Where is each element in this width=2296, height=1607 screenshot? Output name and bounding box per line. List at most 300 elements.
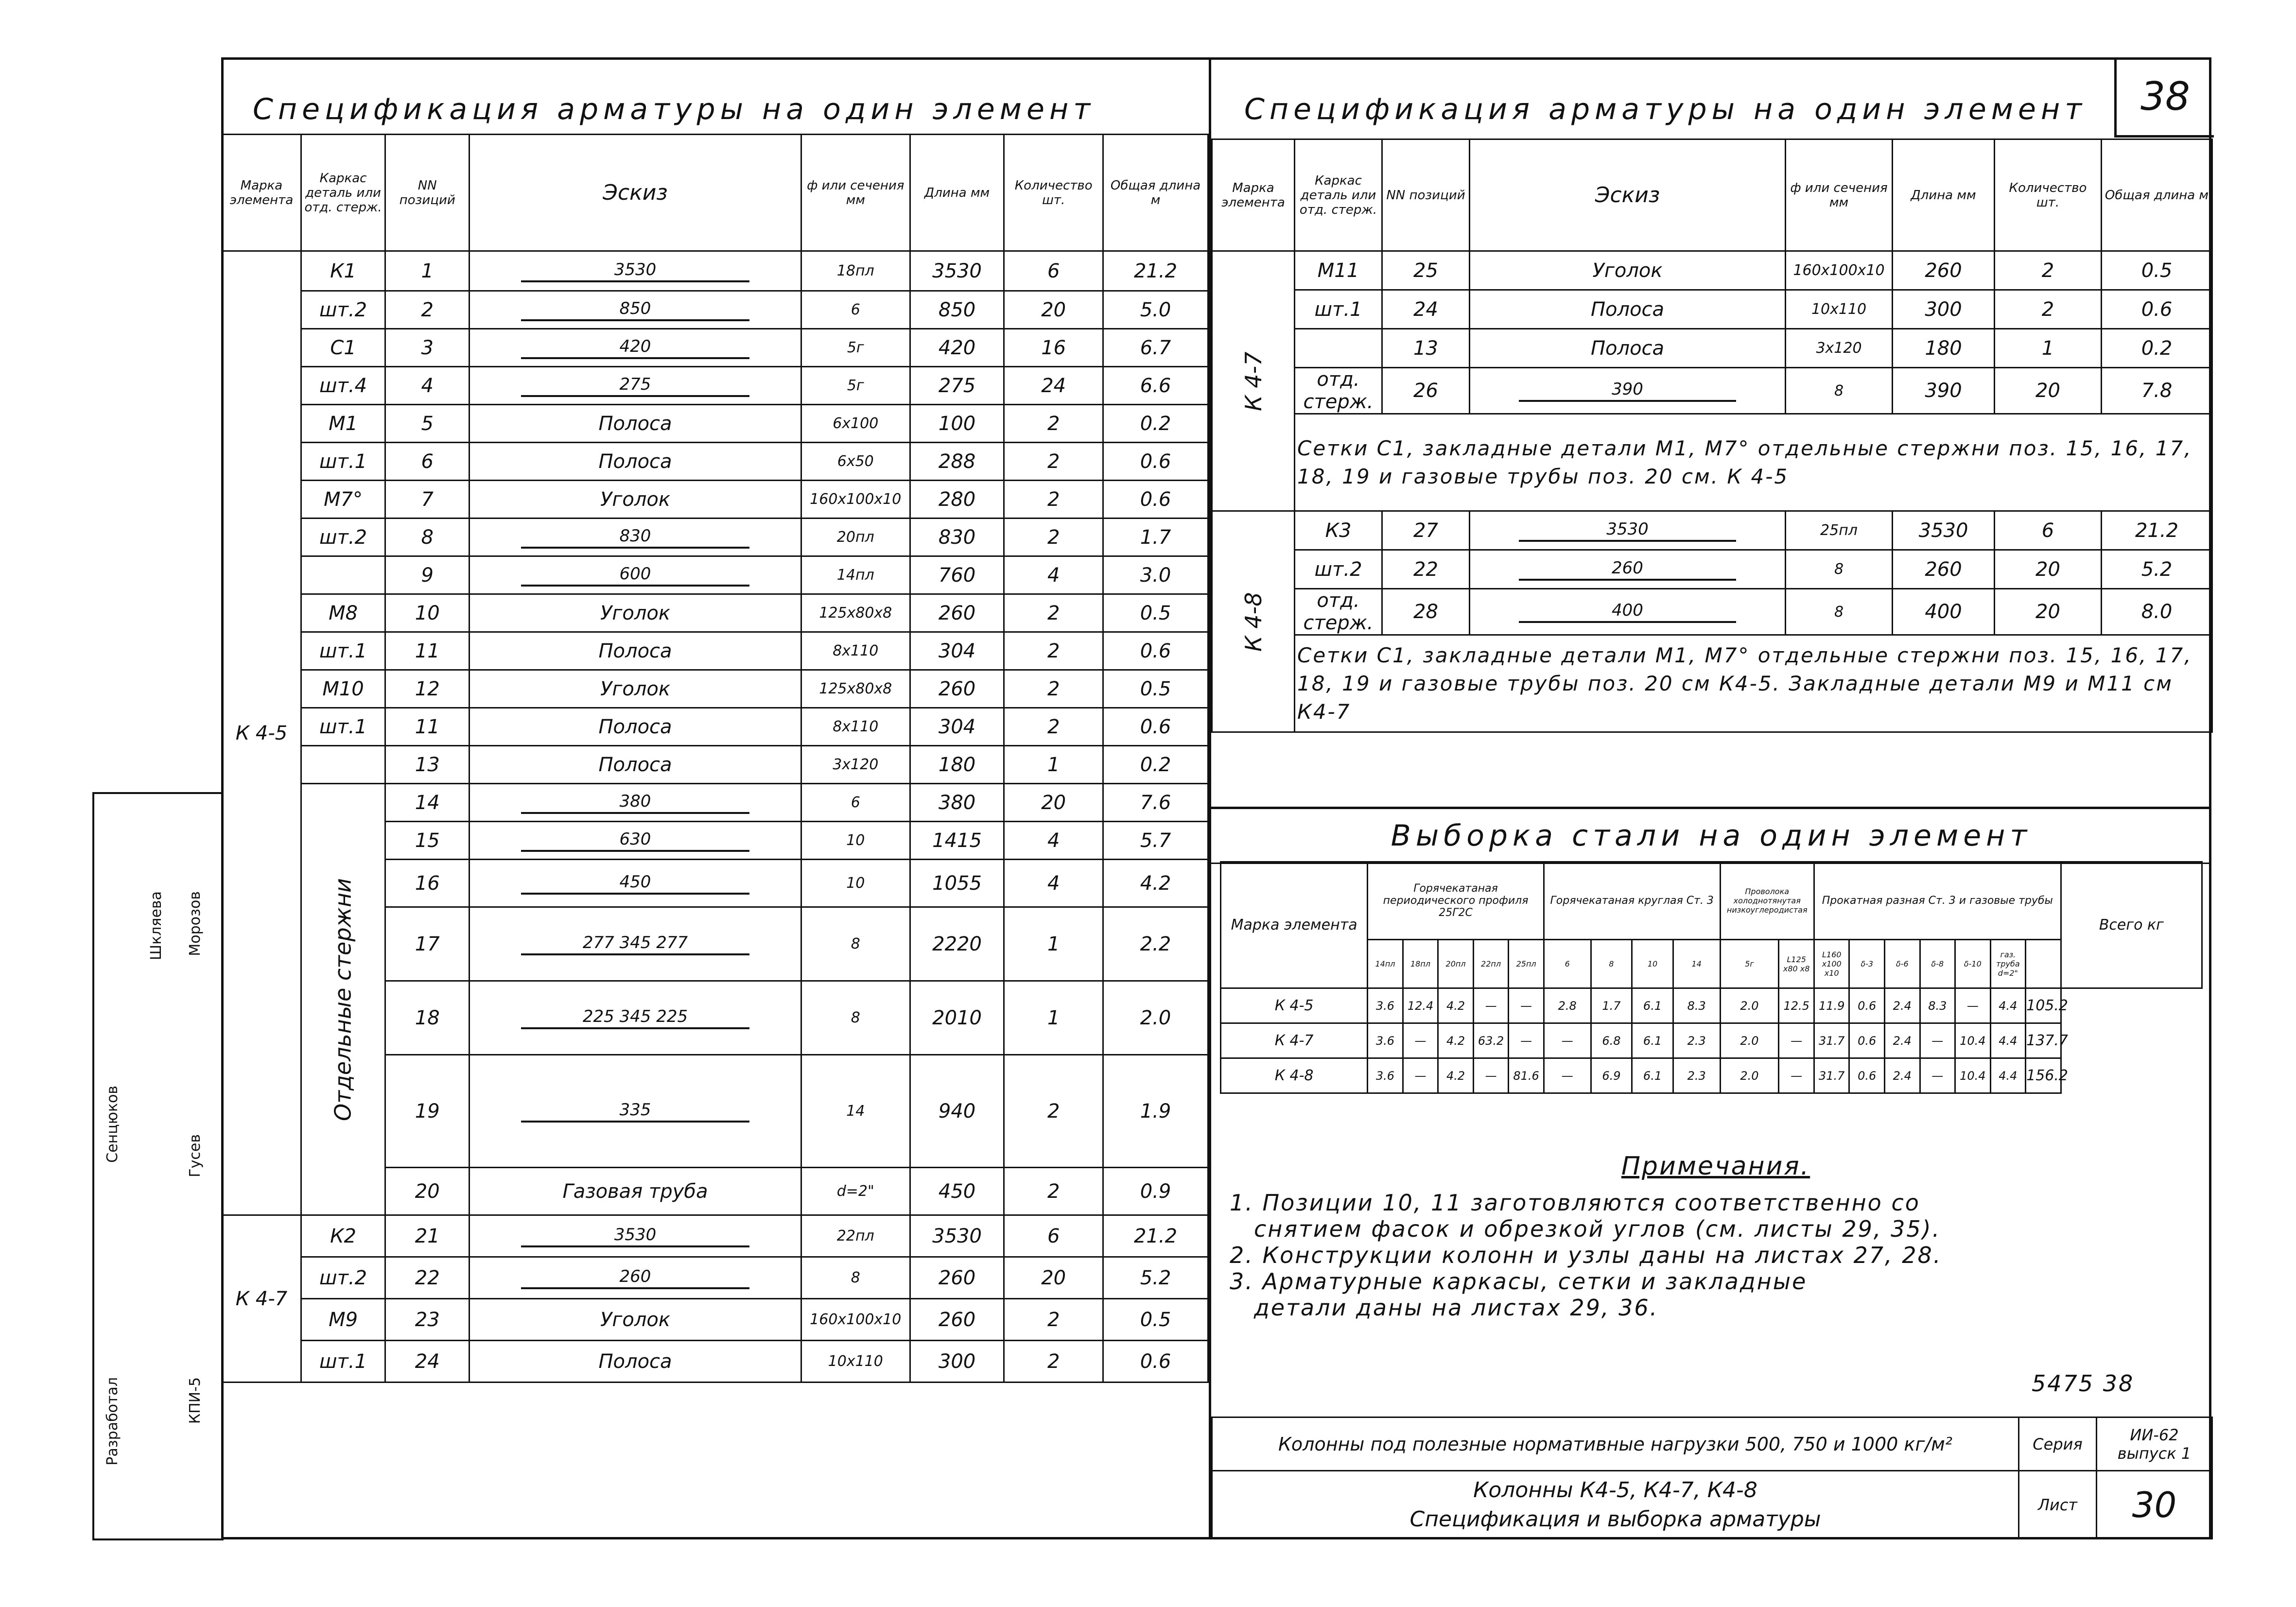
sketch-dimension: 630 <box>619 829 651 849</box>
lh-cage: Каркас деталь или отд. стерж. <box>301 135 385 251</box>
position-number: 8 <box>385 518 470 556</box>
steel-value: 0.6 <box>1849 1058 1885 1093</box>
table-row <box>222 329 1208 367</box>
quantity: 20 <box>1995 589 2102 635</box>
sketch-dimension: 225 345 225 <box>582 1006 688 1026</box>
total-length: 7.6 <box>1103 784 1208 822</box>
sketch <box>470 518 801 556</box>
sketch: Уголок <box>470 670 801 708</box>
diameter: 20пл <box>801 518 910 556</box>
sh-mark: Марка элемента <box>1221 862 1368 988</box>
steel-value: 2.8 <box>1544 988 1591 1023</box>
position-number: 16 <box>385 860 470 907</box>
position-number: 2 <box>385 291 470 329</box>
notes-title: Примечания. <box>1621 1152 1810 1181</box>
diameter: 6х50 <box>801 443 910 481</box>
sketch: Уголок <box>470 1299 801 1341</box>
rh-mark: Марка элемента <box>1212 139 1295 251</box>
sketch: Газовая труба <box>470 1168 801 1215</box>
position-number: 12 <box>385 670 470 708</box>
sketch <box>470 556 801 594</box>
steel-subheader: L125 x80 x8 <box>1779 940 1814 988</box>
quantity: 20 <box>1004 1257 1103 1299</box>
side-stamp-text-5: Разработал <box>104 1377 121 1466</box>
note-row <box>1212 414 2212 511</box>
steel-value: 6.1 <box>1632 1058 1673 1093</box>
steel-value: 2.3 <box>1673 1023 1720 1058</box>
length: 450 <box>910 1168 1004 1215</box>
steel-value: 81.6 <box>1509 1058 1544 1093</box>
side-stamp-text-2: Шкляева <box>148 891 165 960</box>
steel-mark: К 4-8 <box>1221 1058 1368 1093</box>
total-length: 7.8 <box>2102 368 2212 414</box>
position-number: 27 <box>1382 511 1470 550</box>
total-length: 0.5 <box>1103 1299 1208 1341</box>
sketch <box>470 1055 801 1168</box>
cage-mark: М1 <box>301 405 385 443</box>
total-length: 4.2 <box>1103 860 1208 907</box>
bar-line <box>521 585 749 587</box>
group-k47: К 4-7 <box>222 1215 301 1382</box>
total-length: 1.7 <box>1103 518 1208 556</box>
steel-subheader: 14 <box>1673 940 1720 988</box>
position-number: 24 <box>385 1341 470 1382</box>
quantity: 1 <box>1004 907 1103 981</box>
steel-value: 31.7 <box>1814 1023 1849 1058</box>
total-length: 0.5 <box>1103 670 1208 708</box>
sketch <box>470 907 801 981</box>
sh-rolled: Прокатная разная Ст. 3 и газовые трубы <box>1814 862 2061 940</box>
left-spec-table <box>221 134 1209 1383</box>
steel-subheader: 22пл <box>1473 940 1509 988</box>
sh-hot-periodic: Горячекатаная периодического профиля 25Г2С <box>1368 862 1544 940</box>
cage-mark <box>1295 329 1382 368</box>
cage-mark <box>301 556 385 594</box>
sketch-dimension: 275 <box>619 374 651 394</box>
sketch-dimension: 335 <box>619 1100 651 1120</box>
steel-value: 3.6 <box>1368 1023 1403 1058</box>
note-k48: Сетки С1, закладные детали М1, М7° отдельные стержни поз. 15, 16, 17, 18, 19 и газовые трубы поз. 20 см К4-5. Закладные детали М9 и М11 см К4-7 <box>1295 635 2212 732</box>
steel-value: — <box>1779 1023 1814 1058</box>
steel-value: — <box>1509 1023 1544 1058</box>
diameter: 10х110 <box>1786 290 1893 329</box>
position-number: 22 <box>385 1257 470 1299</box>
steel-value: 0.6 <box>1849 1023 1885 1058</box>
sketch <box>470 784 801 822</box>
side-stamp-text-1: Сенцюков <box>104 1086 121 1163</box>
length: 1415 <box>910 822 1004 860</box>
total-length: 0.6 <box>1103 632 1208 670</box>
steel-subheader: газ. труба d=2" <box>1990 940 2026 988</box>
length: 830 <box>910 518 1004 556</box>
table-row <box>222 481 1208 518</box>
stamp-sheet-value: 30 <box>2097 1471 2212 1539</box>
position-number: 3 <box>385 329 470 367</box>
sketch <box>470 822 801 860</box>
diameter: 14 <box>801 1055 910 1168</box>
steel-value: — <box>1779 1058 1814 1093</box>
bar-line <box>1519 579 1736 581</box>
length: 3530 <box>910 251 1004 291</box>
sketch <box>470 1257 801 1299</box>
total-length: 5.0 <box>1103 291 1208 329</box>
stamp-lines-2-3 <box>1212 1471 2019 1539</box>
side-stamp-text-3: Морозов <box>187 891 204 956</box>
handwritten-number: 5475 38 <box>2032 1370 2135 1397</box>
sketch <box>1470 550 1786 589</box>
diameter: 8 <box>1786 550 1893 589</box>
cage-mark: М8 <box>301 594 385 632</box>
bar-line <box>521 280 749 282</box>
diameter: 8 <box>801 1257 910 1299</box>
table-row <box>222 632 1208 670</box>
steel-value: 3.6 <box>1368 1058 1403 1093</box>
cage-mark: шт.2 <box>301 1257 385 1299</box>
bar-line <box>521 319 749 321</box>
length: 300 <box>910 1341 1004 1382</box>
quantity: 24 <box>1004 367 1103 405</box>
position-number: 15 <box>385 822 470 860</box>
bar-line <box>1519 621 1736 623</box>
diameter: 3х120 <box>801 746 910 784</box>
sketch-dimension: 260 <box>1612 558 1643 578</box>
sh-total: Всего кг <box>2061 862 2202 988</box>
rh-qty: Количество шт. <box>1995 139 2102 251</box>
steel-value: — <box>1473 1058 1509 1093</box>
sh-hot-round: Горячекатаная круглая Ст. 3 <box>1544 862 1720 940</box>
steel-row <box>1221 1023 2202 1058</box>
steel-subheader: 5г <box>1720 940 1779 988</box>
steel-value: 6.9 <box>1591 1058 1632 1093</box>
bar-line <box>521 953 749 955</box>
position-number: 9 <box>385 556 470 594</box>
lh-total: Общая длина м <box>1103 135 1208 251</box>
total-length: 1.9 <box>1103 1055 1208 1168</box>
total-length: 5.7 <box>1103 822 1208 860</box>
cage-mark: шт.1 <box>1295 290 1382 329</box>
table-row <box>222 594 1208 632</box>
bar-line <box>521 1121 749 1123</box>
steel-row <box>1221 1058 2202 1093</box>
sketch: Уголок <box>470 594 801 632</box>
sketch-dimension: 390 <box>1612 380 1643 399</box>
position-number: 21 <box>385 1215 470 1257</box>
length: 288 <box>910 443 1004 481</box>
cage-mark: шт.1 <box>301 708 385 746</box>
table-row <box>222 556 1208 594</box>
length: 260 <box>910 670 1004 708</box>
table-row <box>222 1257 1208 1299</box>
position-number: 10 <box>385 594 470 632</box>
sketch-dimension: 400 <box>1612 601 1643 620</box>
rh-total: Общая длина м <box>2102 139 2212 251</box>
diameter: 125х80х8 <box>801 670 910 708</box>
notes <box>1230 1152 2202 1321</box>
cage-mark: К1 <box>301 251 385 291</box>
steel-value: 2.0 <box>1720 988 1779 1023</box>
position-number: 28 <box>1382 589 1470 635</box>
total-length: 21.2 <box>1103 1215 1208 1257</box>
position-number: 19 <box>385 1055 470 1168</box>
position-number: 11 <box>385 708 470 746</box>
position-number: 4 <box>385 367 470 405</box>
table-row <box>222 708 1208 746</box>
steel-value: 4.4 <box>1990 1058 2026 1093</box>
diameter: d=2" <box>801 1168 910 1215</box>
rh-len: Длина мм <box>1893 139 1995 251</box>
quantity: 2 <box>1004 518 1103 556</box>
total-length: 6.7 <box>1103 329 1208 367</box>
steel-subheader: 14пл <box>1368 940 1403 988</box>
quantity: 2 <box>1004 594 1103 632</box>
diameter: 160х100х10 <box>801 1299 910 1341</box>
table-row <box>222 518 1208 556</box>
sketch-dimension: 277 345 277 <box>582 933 688 952</box>
cage-mark: шт.4 <box>301 367 385 405</box>
steel-value: — <box>1920 1058 1955 1093</box>
diameter: 8х110 <box>801 708 910 746</box>
bar-line <box>521 893 749 895</box>
steel-value: — <box>1544 1023 1591 1058</box>
length: 400 <box>1893 589 1995 635</box>
left-spec-title: Спецификация арматуры на один элемент <box>253 92 1096 126</box>
total-length: 5.2 <box>2102 550 2212 589</box>
quantity: 2 <box>1004 1299 1103 1341</box>
cage-mark: шт.2 <box>301 518 385 556</box>
length: 260 <box>910 1299 1004 1341</box>
length: 390 <box>1893 368 1995 414</box>
diameter: 10 <box>801 822 910 860</box>
lh-sketch: Эскиз <box>470 135 801 251</box>
diameter: 8 <box>1786 368 1893 414</box>
steel-title: Выборка стали на один элемент <box>1391 819 2032 853</box>
cage-mark: шт.2 <box>1295 550 1382 589</box>
lh-pos: NN позиций <box>385 135 470 251</box>
steel-subheader: 10 <box>1632 940 1673 988</box>
bar-line <box>521 1245 749 1247</box>
note-line-1: 1. Позиции 10, 11 заготовляются соответственно со <box>1230 1190 1920 1216</box>
table-row <box>1212 589 2212 635</box>
length: 850 <box>910 291 1004 329</box>
quantity: 2 <box>1004 1055 1103 1168</box>
quantity: 4 <box>1004 822 1103 860</box>
bar-line <box>521 850 749 852</box>
length: 260 <box>1893 251 1995 290</box>
sketch: Полоса <box>1470 290 1786 329</box>
length: 260 <box>910 594 1004 632</box>
bar-line <box>1519 540 1736 542</box>
position-number: 20 <box>385 1168 470 1215</box>
quantity: 6 <box>1995 511 2102 550</box>
steel-value: 2.4 <box>1885 1023 1920 1058</box>
quantity: 20 <box>1995 368 2102 414</box>
sketch <box>470 981 801 1055</box>
steel-value: — <box>1955 988 1991 1023</box>
stamp-series-label: Серия <box>2019 1417 2097 1471</box>
table-row <box>222 405 1208 443</box>
total-length: 0.2 <box>1103 746 1208 784</box>
cage-mark: С1 <box>301 329 385 367</box>
total-length: 0.5 <box>2102 251 2212 290</box>
position-number: 14 <box>385 784 470 822</box>
steel-value: 12.5 <box>1779 988 1814 1023</box>
quantity: 2 <box>1004 481 1103 518</box>
total-length: 21.2 <box>1103 251 1208 291</box>
cage-mark: М11 <box>1295 251 1382 290</box>
steel-value: 105.2 <box>2026 988 2061 1023</box>
sketch <box>470 367 801 405</box>
cage-mark: К2 <box>301 1215 385 1257</box>
rh-cage: Каркас деталь или отд. стерж. <box>1295 139 1382 251</box>
quantity: 20 <box>1004 291 1103 329</box>
bar-line <box>521 395 749 397</box>
steel-row <box>1221 988 2202 1023</box>
length: 260 <box>1893 550 1995 589</box>
sketch-dimension: 260 <box>619 1266 651 1286</box>
diameter: 160х100х10 <box>801 481 910 518</box>
position-number: 13 <box>385 746 470 784</box>
sketch <box>470 291 801 329</box>
sketch <box>470 329 801 367</box>
table-row <box>1212 550 2212 589</box>
length: 760 <box>910 556 1004 594</box>
steel-value: 2.3 <box>1673 1058 1720 1093</box>
length: 3530 <box>910 1215 1004 1257</box>
steel-subheader: 25пл <box>1509 940 1544 988</box>
stamp-series-value: ИИ-62 выпуск 1 <box>2097 1417 2212 1471</box>
stamp-sheet-label: Лист <box>2019 1471 2097 1539</box>
diameter: 6 <box>801 784 910 822</box>
steel-value: 2.4 <box>1885 1058 1920 1093</box>
steel-subheader: L160 x100 x10 <box>1814 940 1849 988</box>
steel-value: 6.1 <box>1632 1023 1673 1058</box>
diameter: 6х100 <box>801 405 910 443</box>
diameter: 8 <box>801 981 910 1055</box>
rh-dia: ф или сечения мм <box>1786 139 1893 251</box>
steel-value: — <box>1544 1058 1591 1093</box>
stamp-line-2: Колонны К4-5, К4-7, К4-8 <box>1473 1477 1757 1503</box>
quantity: 1 <box>1004 981 1103 1055</box>
position-number: 7 <box>385 481 470 518</box>
steel-subheader: 6 <box>1544 940 1591 988</box>
stamp-line-3: Спецификация и выборка арматуры <box>1409 1506 1821 1532</box>
sketch-dimension: 3530 <box>614 259 657 279</box>
right-spec-title: Спецификация арматуры на один элемент <box>1244 92 2087 126</box>
sketch-dimension: 420 <box>619 336 651 356</box>
sketch: Полоса <box>470 405 801 443</box>
total-length: 0.9 <box>1103 1168 1208 1215</box>
table-row <box>1212 251 2212 290</box>
sketch-dimension: 830 <box>619 526 651 546</box>
position-number: 26 <box>1382 368 1470 414</box>
bar-line <box>1519 400 1736 402</box>
steel-value: 2.0 <box>1720 1058 1779 1093</box>
steel-value: 3.6 <box>1368 988 1403 1023</box>
total-length: 5.2 <box>1103 1257 1208 1299</box>
diameter: 10х110 <box>801 1341 910 1382</box>
steel-value: — <box>1473 988 1509 1023</box>
rh-pos: NN позиций <box>1382 139 1470 251</box>
cage-mark: отд. стерж. <box>1295 368 1382 414</box>
steel-value: 63.2 <box>1473 1023 1509 1058</box>
lh-mark: Марка элемента <box>222 135 301 251</box>
total-length: 0.6 <box>2102 290 2212 329</box>
total-length: 0.5 <box>1103 594 1208 632</box>
diameter: 8 <box>1786 589 1893 635</box>
position-number: 13 <box>1382 329 1470 368</box>
steel-value: — <box>1920 1023 1955 1058</box>
side-stamp <box>92 792 224 1540</box>
length: 2220 <box>910 907 1004 981</box>
quantity: 2 <box>1004 405 1103 443</box>
diameter: 8 <box>801 907 910 981</box>
note-line-5: детали даны на листах 29, 36. <box>1254 1295 1659 1321</box>
bar-line <box>521 812 749 814</box>
steel-mark: К 4-5 <box>1221 988 1368 1023</box>
total-length: 0.2 <box>1103 405 1208 443</box>
sketch <box>1470 589 1786 635</box>
steel-value: 10.4 <box>1955 1023 1991 1058</box>
stamp-line-1: Колонны под полезные нормативные нагрузки 500, 750 и 1000 кг/м² <box>1212 1417 2019 1471</box>
length: 275 <box>910 367 1004 405</box>
total-length: 0.6 <box>1103 443 1208 481</box>
total-length: 21.2 <box>2102 511 2212 550</box>
total-length: 6.6 <box>1103 367 1208 405</box>
position-number: 22 <box>1382 550 1470 589</box>
diameter: 5г <box>801 329 910 367</box>
steel-subheader: 8 <box>1591 940 1632 988</box>
steel-subheader: δ-10 <box>1955 940 1991 988</box>
group-k45: К 4-5 <box>222 251 301 1215</box>
table-row <box>222 784 1208 822</box>
table-row <box>222 367 1208 405</box>
steel-subheader: δ-3 <box>1849 940 1885 988</box>
diameter: 22пл <box>801 1215 910 1257</box>
steel-value: — <box>1403 1023 1438 1058</box>
total-length: 0.6 <box>1103 708 1208 746</box>
sketch: Полоса <box>470 632 801 670</box>
total-length: 0.6 <box>1103 1341 1208 1382</box>
sketch <box>470 1215 801 1257</box>
cage-mark: К3 <box>1295 511 1382 550</box>
table-row <box>1212 290 2212 329</box>
position-number: 1 <box>385 251 470 291</box>
cage-mark <box>301 746 385 784</box>
cage-mark: М9 <box>301 1299 385 1341</box>
bar-line <box>521 357 749 359</box>
cage-mark: отд. стерж. <box>1295 589 1382 635</box>
position-number: 25 <box>1382 251 1470 290</box>
quantity: 2 <box>1995 251 2102 290</box>
length: 180 <box>1893 329 1995 368</box>
sheet-number: 38 <box>2140 73 2190 119</box>
steel-value: 4.2 <box>1438 1058 1474 1093</box>
group-k48: К 4-8 <box>1212 511 1295 732</box>
table-row <box>222 443 1208 481</box>
steel-value: 6.8 <box>1591 1023 1632 1058</box>
total-length: 2.2 <box>1103 907 1208 981</box>
length: 940 <box>910 1055 1004 1168</box>
cage-mark: шт.1 <box>301 1341 385 1382</box>
diameter: 14пл <box>801 556 910 594</box>
bar-line <box>521 1027 749 1029</box>
diameter: 125х80х8 <box>801 594 910 632</box>
bar-line <box>521 1287 749 1289</box>
total-length: 0.2 <box>2102 329 2212 368</box>
length: 300 <box>1893 290 1995 329</box>
quantity: 16 <box>1004 329 1103 367</box>
steel-subheader: 20пл <box>1438 940 1474 988</box>
